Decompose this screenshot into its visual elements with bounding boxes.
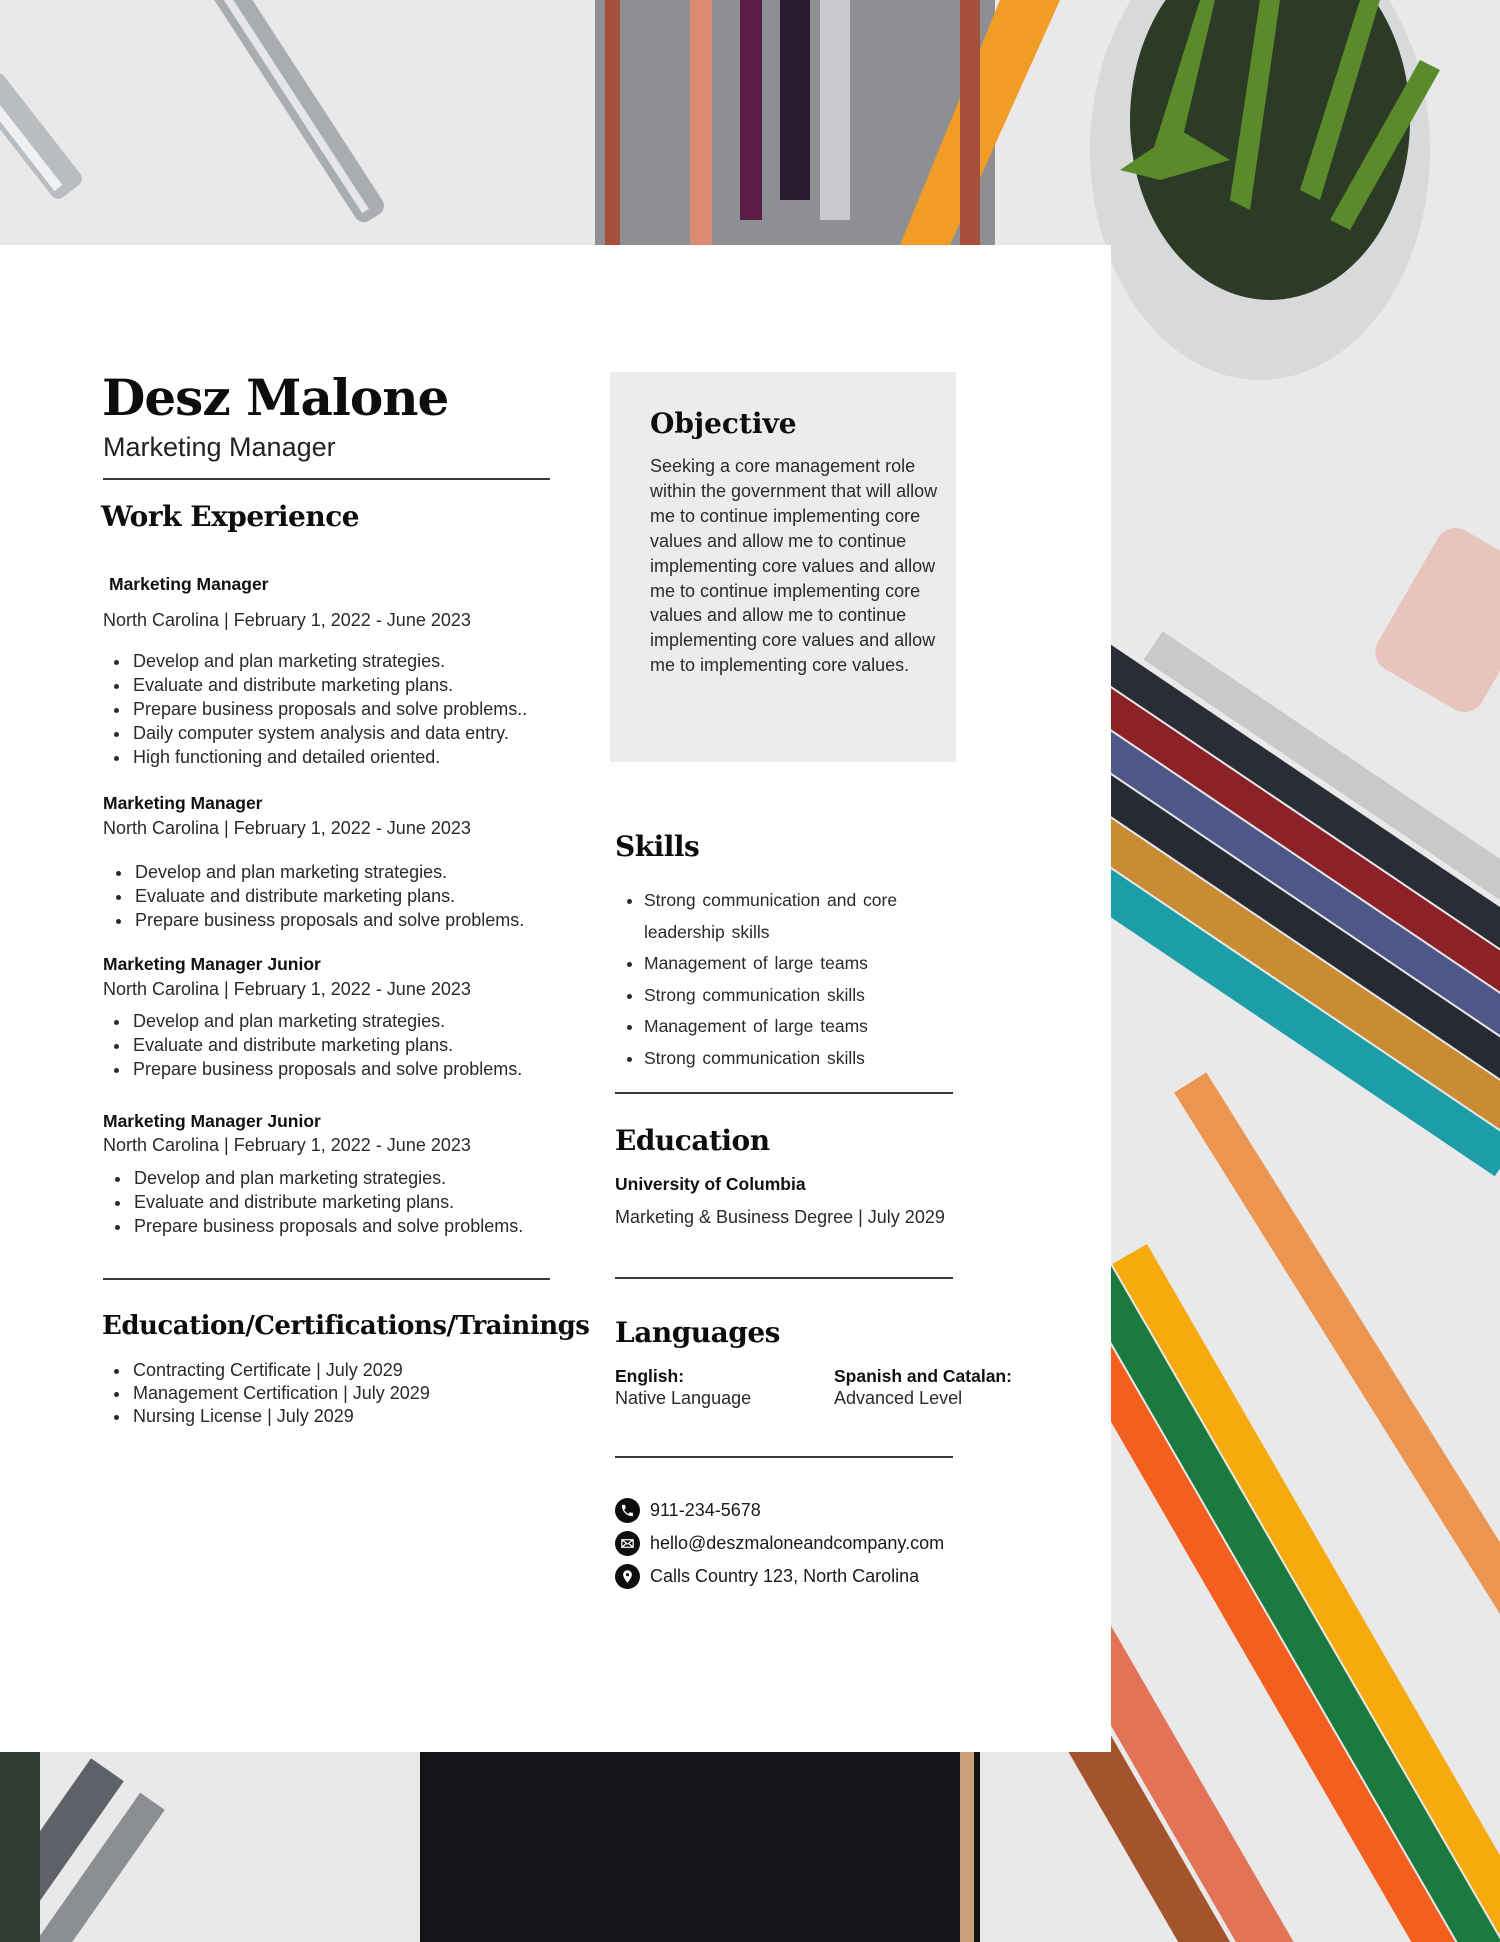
list-item: • Strong communication skills [644, 980, 974, 1012]
contact-phone [615, 1498, 761, 1523]
job-meta: North Carolina | February 1, 2022 - June 2023 [103, 818, 471, 838]
language-level: Advanced Level [834, 1388, 963, 1408]
list-item: • Prepare business proposals and solve problems. [133, 908, 524, 932]
list-item: • Evaluate and distribute marketing plans. [131, 1033, 522, 1057]
list-item: • Nursing License | July 2029 [131, 1405, 430, 1428]
section-heading-certifications: Education/Certifications/Trainings [102, 1311, 590, 1341]
list-item: • Daily computer system analysis and data entry. [131, 721, 527, 745]
divider [103, 1278, 550, 1280]
job-meta: North Carolina | February 1, 2022 - June 2023 [103, 610, 471, 630]
candidate-name: Desz Malone [102, 368, 449, 427]
address: Calls Country 123, North Carolina [650, 1566, 920, 1586]
skills-list [615, 885, 974, 1074]
list-item: • Prepare business proposals and solve problems.. [131, 697, 527, 721]
divider [615, 1277, 953, 1279]
job-title: Marketing Manager Junior [103, 1111, 321, 1131]
mail-icon [615, 1531, 640, 1556]
contact-address [615, 1564, 919, 1589]
list-item: • Prepare business proposals and solve problems. [131, 1057, 522, 1081]
section-heading-work-experience: Work Experience [101, 500, 360, 533]
language-level: Native Language [615, 1388, 752, 1408]
job-bullets [105, 860, 524, 932]
list-item: • Develop and plan marketing strategies. [132, 1166, 523, 1190]
language-name: English: [615, 1366, 685, 1386]
divider [615, 1456, 953, 1458]
job-title: Marketing Manager [103, 793, 263, 813]
list-item: • Prepare business proposals and solve problems. [132, 1214, 523, 1238]
objective-panel [610, 372, 956, 762]
list-item: • Develop and plan marketing strategies. [131, 1009, 522, 1033]
email-address: hello@deszmaloneandcompany.com [650, 1533, 945, 1553]
job-meta: North Carolina | February 1, 2022 - June 2023 [103, 1135, 471, 1155]
certifications-list [103, 1359, 430, 1428]
list-item: • Management Certification | July 2029 [131, 1382, 430, 1405]
list-item: • Evaluate and distribute marketing plans. [132, 1190, 523, 1214]
job-title: Marketing Manager Junior [103, 954, 321, 974]
section-heading-education: Education [615, 1124, 770, 1157]
list-item: • Management of large teams [644, 948, 974, 980]
section-heading-objective: Objective [650, 407, 797, 440]
job-title: Marketing Manager [109, 574, 269, 594]
job-meta: North Carolina | February 1, 2022 - June 2023 [103, 979, 471, 999]
phone-icon [615, 1498, 640, 1523]
list-item: • Strong communication skills [644, 1043, 974, 1075]
job-bullets [103, 1009, 522, 1081]
phone-number: 911-234-5678 [650, 1500, 761, 1520]
job-bullets [104, 1166, 523, 1238]
location-pin-icon [615, 1564, 640, 1589]
list-item: • Evaluate and distribute marketing plans. [133, 884, 524, 908]
list-item: • Management of large teams [644, 1011, 974, 1043]
list-item: • High functioning and detailed oriented. [131, 745, 527, 769]
objective-text: Seeking a core management role within the government that will allow me to continue implementing core values and allow me to continue implementing core values and allow me to continue implementing core values and allow me to continue implementing core values and allow me to implementing core values. [650, 456, 938, 676]
list-item: • Develop and plan marketing strategies. [133, 860, 524, 884]
language-name: Spanish and Catalan: [834, 1366, 1012, 1386]
section-heading-skills: Skills [615, 830, 700, 863]
list-item: • Contracting Certificate | July 2029 [131, 1359, 430, 1382]
divider [103, 478, 550, 480]
contact-email [615, 1531, 944, 1556]
list-item: • Evaluate and distribute marketing plans. [131, 673, 527, 697]
list-item: • Develop and plan marketing strategies. [131, 649, 527, 673]
candidate-title: Marketing Manager [103, 432, 336, 462]
education-degree: Marketing & Business Degree | July 2029 [615, 1207, 945, 1227]
section-heading-languages: Languages [615, 1316, 780, 1349]
list-item: • Strong communication and core leadership skills [644, 885, 974, 948]
education-institution: University of Columbia [615, 1174, 806, 1194]
divider [615, 1092, 953, 1094]
job-bullets [103, 649, 527, 769]
